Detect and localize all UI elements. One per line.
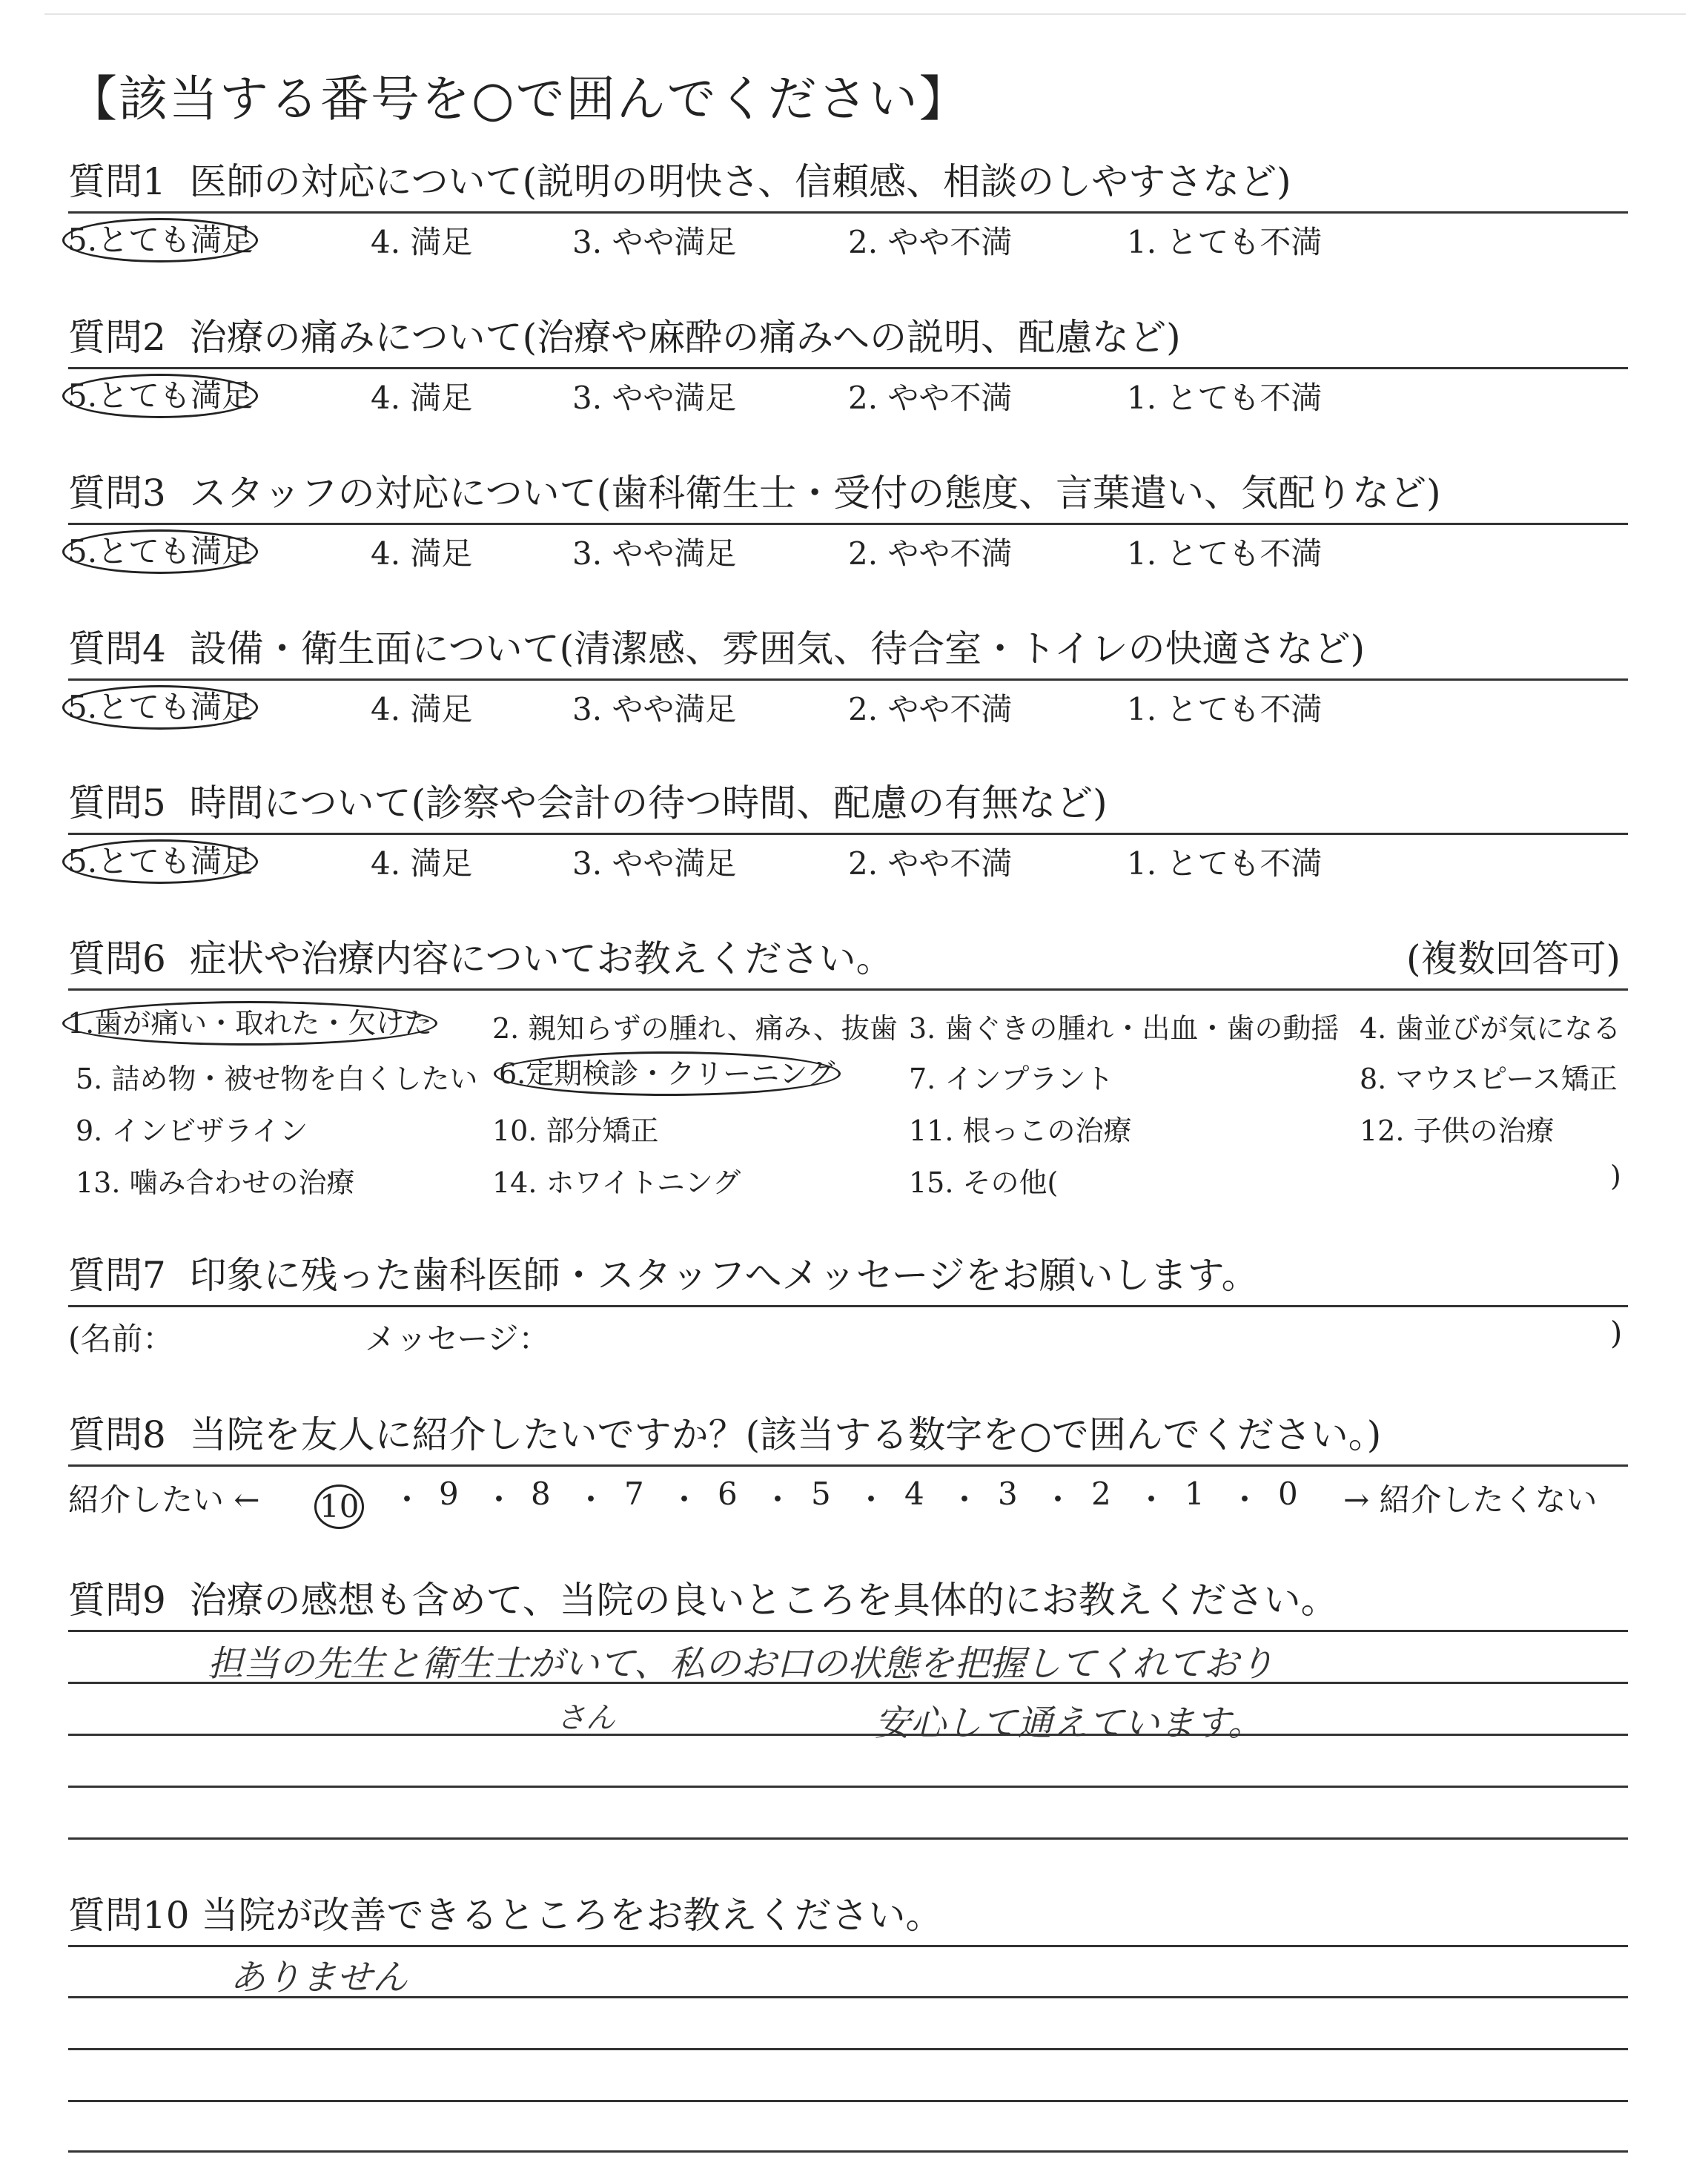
rating-option-3[interactable]: 3. やや満足 [572,535,737,572]
question-3-options [68,525,1628,574]
rating-option-3[interactable]: 3. やや満足 [572,845,737,882]
question-2-text: 質問2 治療の痛みについて(治療や麻酔の痛みへの説明、配慮など) [68,308,1628,369]
scale-dot: ・ [575,1482,607,1518]
scale-dot: ・ [855,1482,887,1518]
question-4-text: 質問4 設備・衛生面について(清潔感、雰囲気、待合室・トイレの快適さなど) [68,619,1628,681]
question-4 [68,619,1628,730]
rating-option-2[interactable]: 2. やや不満 [848,535,1013,572]
rating-option-4[interactable]: 4. 満足 [371,224,473,260]
scale-value-7[interactable]: 7 [624,1476,644,1512]
rating-option-5-circled[interactable]: 5.とても満足 [62,374,258,418]
rating-option-3[interactable]: 3. やや満足 [572,380,737,416]
message-close-paren: ) [1610,1315,1623,1351]
symptom-option-9[interactable]: 9. インビザライン [76,1114,308,1147]
question-7 [68,1246,1628,1359]
symptom-option-2[interactable]: 2. 親知らずの腫れ、痛み、抜歯 [492,1012,898,1045]
question-2-options [68,369,1628,418]
symptom-option-12[interactable]: 12. 子供の治療 [1360,1114,1555,1147]
question-6-options [68,991,1628,1204]
rating-option-1[interactable]: 1. とても不満 [1127,380,1323,416]
question-5 [68,773,1628,884]
question-9 [68,1571,1628,1632]
scale-dot: ・ [1229,1482,1261,1518]
rating-option-4[interactable]: 4. 満足 [371,691,473,727]
rating-option-2[interactable]: 2. やや不満 [848,224,1013,260]
scale-value-4[interactable]: 4 [904,1476,924,1512]
rating-option-1[interactable]: 1. とても不満 [1127,535,1323,572]
name-field-label: (名前： [68,1321,174,1357]
answer-line [68,2100,1628,2102]
question-8 [68,1405,1628,1526]
scale-value-2[interactable]: 2 [1091,1476,1111,1512]
scale-left-label: 紹介したい ← [68,1482,260,1518]
symptom-option-7[interactable]: 7. インプラント [909,1063,1114,1095]
rating-option-3[interactable]: 3. やや満足 [572,224,737,260]
rating-option-1[interactable]: 1. とても不満 [1127,845,1323,882]
scale-dot: ・ [1042,1482,1074,1518]
question-1-text: 質問1 医師の対応について(説明の明快さ、信頼感、相談のしやすさなど) [68,152,1628,214]
rating-option-4[interactable]: 4. 満足 [371,845,473,882]
question-6-text: 質問6 症状や治療内容についてお教えください。 (複数回答可) [68,929,1628,991]
page-title: 【該当する番号を○で囲んでください】 [68,70,970,128]
question-1 [68,152,1628,262]
symptom-option-3[interactable]: 3. 歯ぐきの腫れ・出血・歯の動揺 [909,1012,1340,1045]
scale-dot: ・ [483,1482,515,1518]
q9-handwritten-insert: さん [556,1701,615,1735]
scale-dot: ・ [1136,1482,1168,1518]
symptom-option-10[interactable]: 10. 部分矯正 [492,1114,659,1147]
scale-dot: ・ [669,1482,701,1518]
scale-value-9[interactable]: 9 [439,1476,459,1512]
rating-option-1[interactable]: 1. とても不満 [1127,224,1323,260]
answer-line [68,1682,1628,1684]
question-5-options [68,835,1628,884]
scale-value-8[interactable]: 8 [531,1476,551,1512]
q10-handwritten-answer: ありません [230,1957,408,1998]
question-2 [68,308,1628,418]
rating-option-5-circled[interactable]: 5.とても満足 [62,839,258,884]
q9-handwritten-answer-line2: 安心して通えています。 [875,1702,1264,1744]
question-6 [68,929,1628,1204]
symptom-option-6-circled[interactable]: 6.定期検診・クリーニング [494,1051,841,1096]
scale-dot: ・ [949,1482,981,1518]
question-3-text: 質問3 スタッフの対応について(歯科衛生士・受付の態度、言葉遣い、気配りなど) [68,463,1628,525]
multiple-answers-note: (複数回答可) [1406,937,1621,980]
scale-value-1[interactable]: 1 [1185,1476,1205,1512]
rating-option-2[interactable]: 2. やや不満 [848,691,1013,727]
question-3 [68,463,1628,574]
top-border [44,13,1686,15]
answer-line [68,1786,1628,1788]
scale-value-5[interactable]: 5 [811,1476,831,1512]
rating-option-5-circled[interactable]: 5.とても満足 [62,685,258,730]
question-7-text: 質問7 印象に残った歯科医師・スタッフへメッセージをお願いします。 [68,1246,1628,1307]
rating-option-5-circled[interactable]: 5.とても満足 [62,218,258,262]
rating-option-4[interactable]: 4. 満足 [371,380,473,416]
symptom-option-14[interactable]: 14. ホワイトニング [492,1166,741,1199]
symptom-option-4[interactable]: 4. 歯並びが気になる [1360,1012,1621,1045]
rating-option-2[interactable]: 2. やや不満 [848,845,1013,882]
question-7-fields [68,1307,1628,1359]
question-10-text: 質問10 当院が改善できるところをお教えください。 [68,1886,1628,1947]
answer-line [68,2150,1628,2153]
rating-option-1[interactable]: 1. とても不満 [1127,691,1323,727]
rating-option-4[interactable]: 4. 満足 [371,535,473,572]
question-9-text: 質問9 治療の感想も含めて、当院の良いところを具体的にお教えください。 [68,1571,1628,1632]
answer-line [68,1837,1628,1840]
scale-value-6[interactable]: 6 [718,1476,738,1512]
message-field-label: メッセージ： [365,1321,550,1357]
answer-line [68,1996,1628,1998]
scale-value-10-circled[interactable]: 10 [314,1484,364,1529]
symptom-option-1-circled[interactable]: 1.歯が痛い・取れた・欠けた [62,1001,437,1046]
rating-option-2[interactable]: 2. やや不満 [848,380,1013,416]
scale-dot: ・ [391,1482,423,1518]
symptom-option-15[interactable]: 15. その他( [909,1166,1059,1199]
symptom-option-8[interactable]: 8. マウスピース矯正 [1360,1063,1618,1095]
symptom-option-5[interactable]: 5. 詰め物・被せ物を白くしたい [76,1063,478,1095]
rating-option-3[interactable]: 3. やや満足 [572,691,737,727]
recommend-scale [68,1467,1628,1526]
question-8-text: 質問8 当院を友人に紹介したいですか？(該当する数字を○で囲んでください。) [68,1405,1628,1467]
answer-line [68,2048,1628,2050]
scale-value-0[interactable]: 0 [1278,1476,1298,1512]
question-4-options [68,681,1628,730]
question-1-options [68,214,1628,262]
question-10 [68,1886,1628,1947]
rating-option-5-circled[interactable]: 5.とても満足 [62,529,258,574]
scale-dot: ・ [762,1482,794,1518]
question-5-text: 質問5 時間について(診察や会計の待つ時間、配慮の有無など) [68,773,1628,835]
symptom-option-11[interactable]: 11. 根っこの治療 [909,1114,1132,1147]
answer-line [68,1734,1628,1736]
q9-handwritten-answer-line1: 担当の先生と衛生士がいて、私のお口の状態を把握してくれており [208,1643,1275,1685]
other-close-paren: ) [1610,1160,1621,1192]
scale-value-3[interactable]: 3 [998,1476,1018,1512]
scale-right-label: → 紹介したくない [1343,1482,1598,1518]
symptom-option-13[interactable]: 13. 噛み合わせの治療 [76,1166,355,1199]
